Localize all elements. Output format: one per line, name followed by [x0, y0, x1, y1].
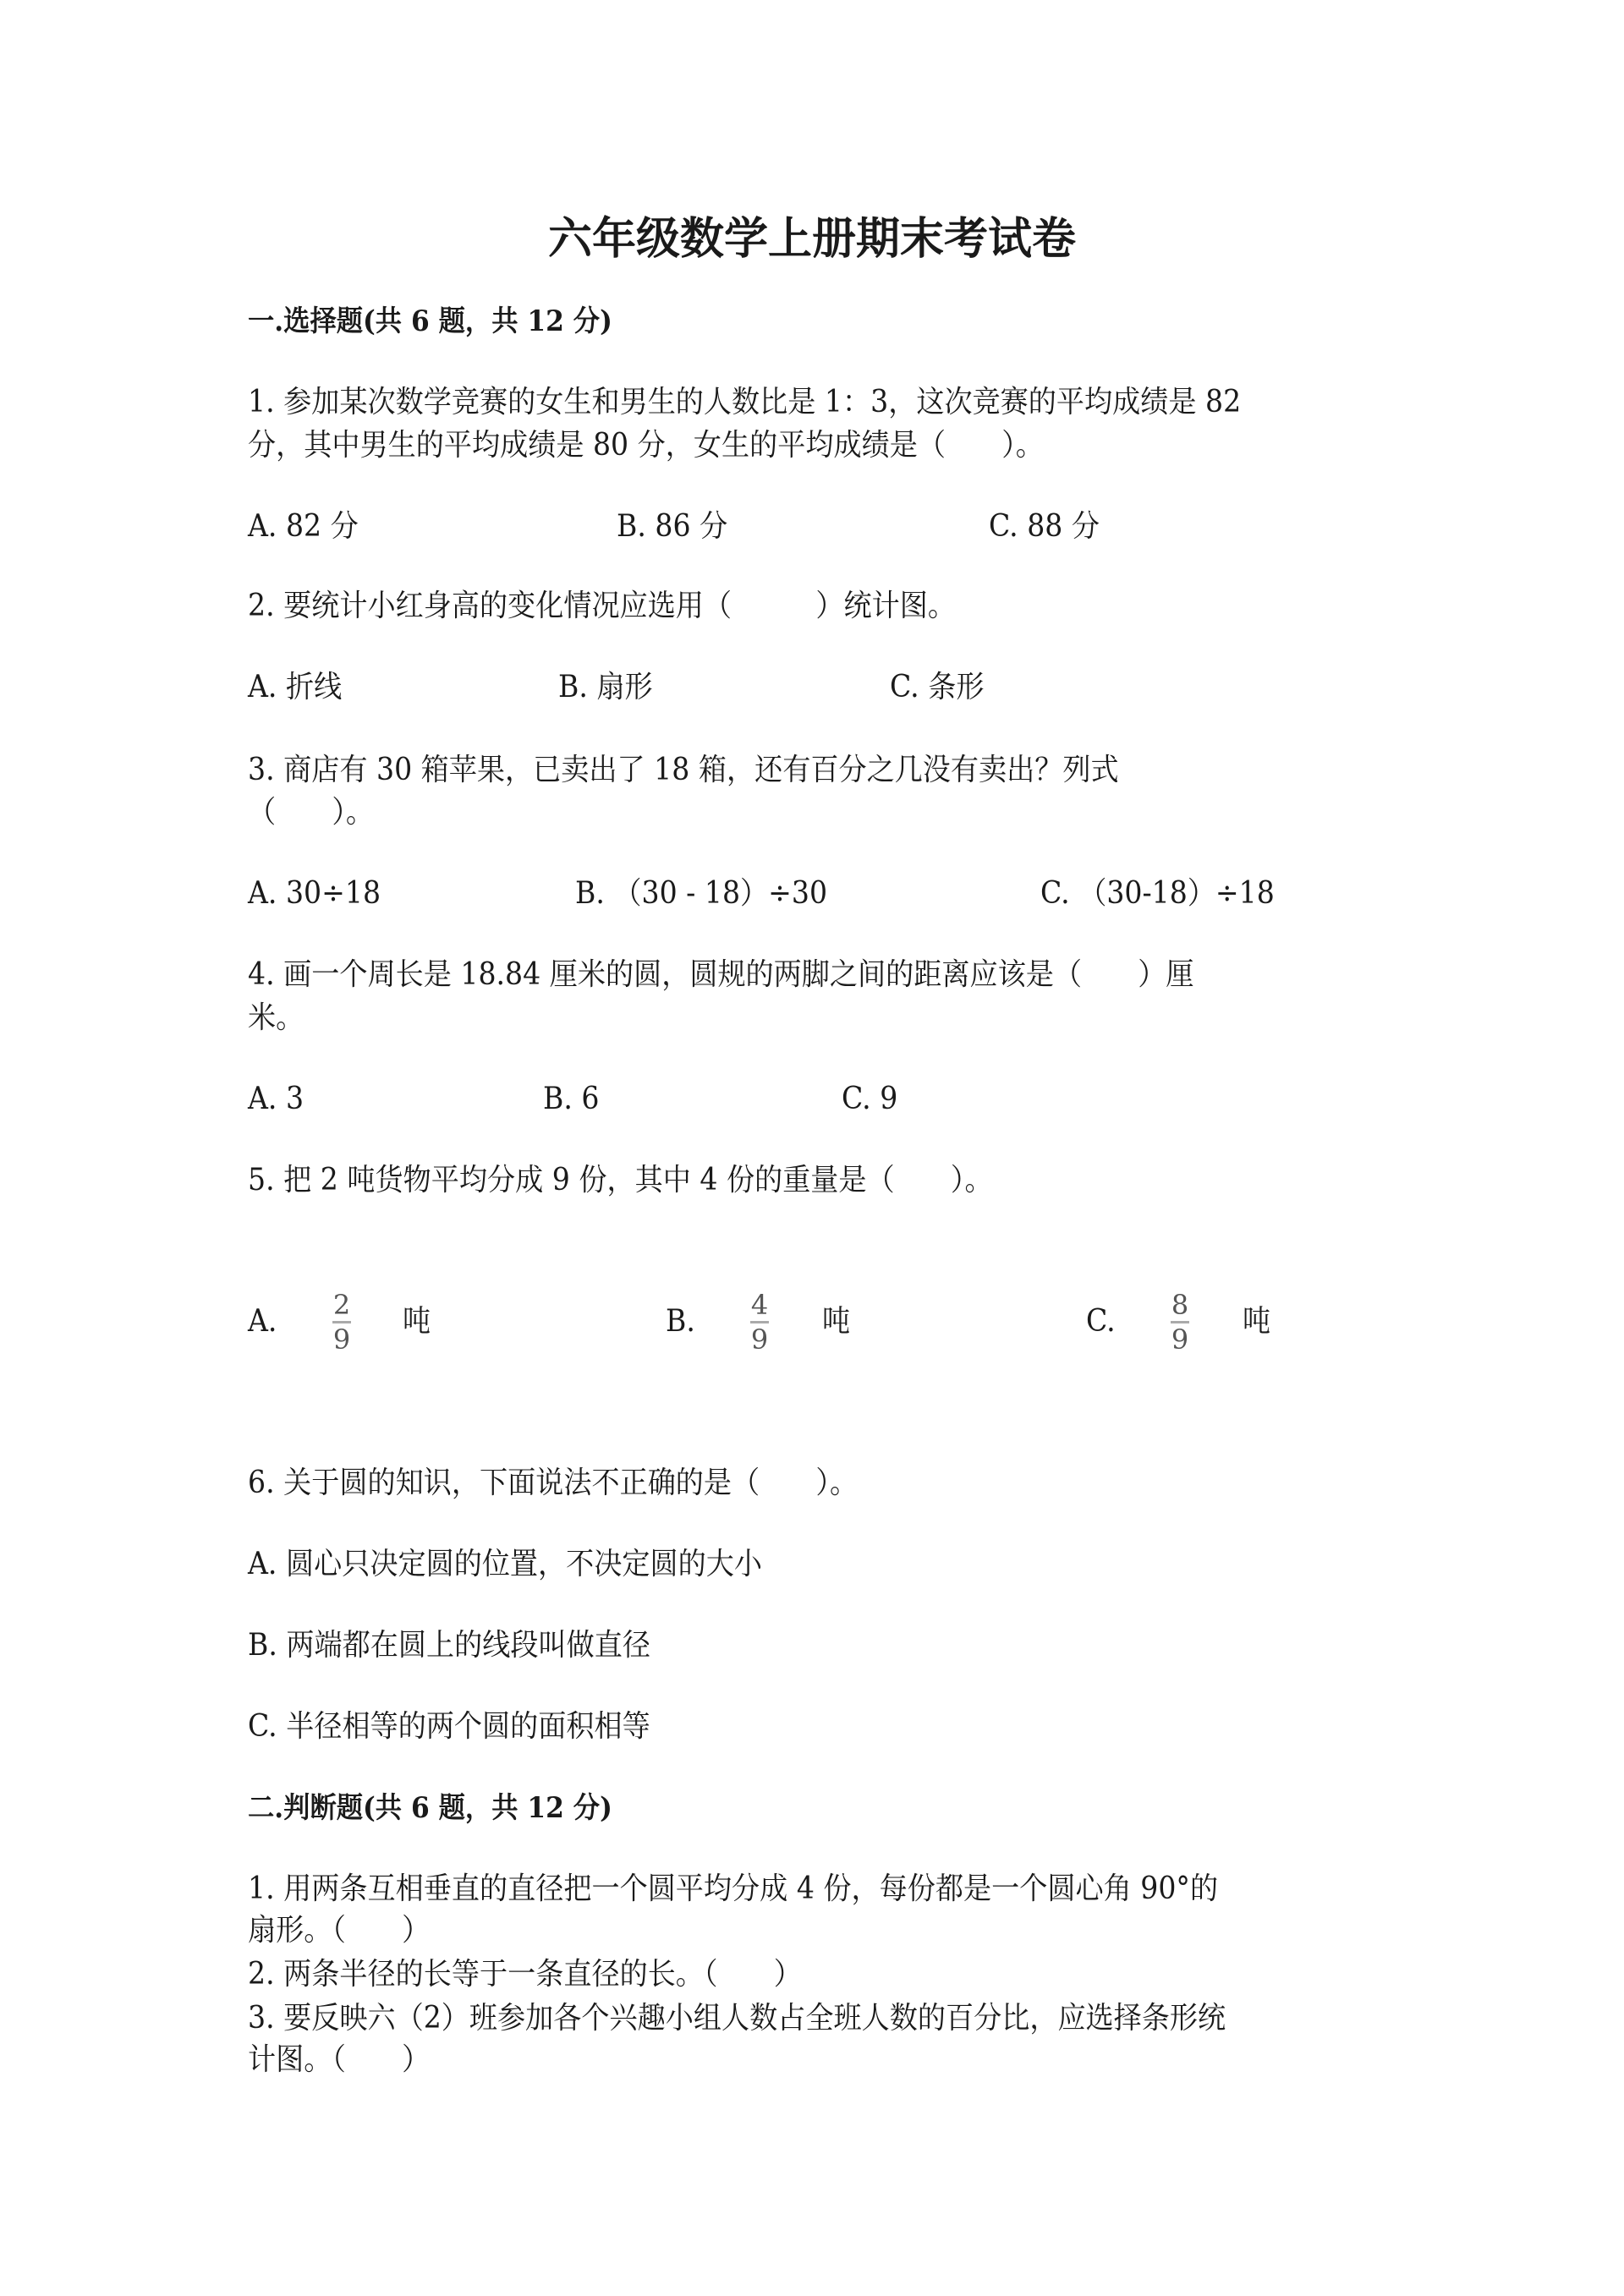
- option-a-label: A.: [248, 1304, 277, 1339]
- option-c: C. （30-18）÷18: [1040, 876, 1275, 911]
- option-b-label: B.: [666, 1304, 695, 1339]
- denominator: 9: [332, 1323, 351, 1356]
- denominator: 9: [750, 1323, 769, 1356]
- option-b: B. （30 - 18）÷30: [575, 876, 828, 911]
- option-a-unit: 吨: [403, 1304, 431, 1339]
- option-a: A. 圆心只决定圆的位置，不决定圆的大小: [248, 1547, 763, 1581]
- option-b-unit: 吨: [822, 1304, 851, 1339]
- question-4-text-cont: 米。: [248, 1000, 304, 1035]
- option-b: B. 86 分: [617, 509, 728, 544]
- question-1-text-cont: 分，其中男生的平均成绩是 80 分，女生的平均成绩是（ ）。: [248, 428, 1044, 463]
- section-heading-choice: 一.选择题(共 6 题，共 12 分): [248, 304, 612, 338]
- numerator: 8: [1171, 1289, 1189, 1321]
- question-2-text: 2. 要统计小红身高的变化情况应选用（ ）统计图。: [248, 589, 957, 623]
- denominator: 9: [1171, 1323, 1189, 1356]
- option-b: B. 扇形: [558, 670, 653, 704]
- option-b: B. 6: [543, 1082, 600, 1116]
- question-4-text: 4. 画一个周长是 18.84 厘米的圆，圆规的两脚之间的距离应该是（ ）厘: [248, 957, 1194, 992]
- judgement-2-text: 2. 两条半径的长等于一条直径的长。（ ）: [248, 1957, 802, 1992]
- option-a: A. 30÷18: [248, 876, 381, 911]
- option-a: A. 82 分: [248, 509, 359, 544]
- judgement-3-text-cont: 计图。（ ）: [248, 2042, 431, 2077]
- option-a: A. 3: [248, 1082, 304, 1116]
- numerator: 2: [332, 1289, 351, 1321]
- fraction-c: [1171, 1290, 1189, 1354]
- numerator: 4: [750, 1289, 769, 1321]
- option-c-label: C.: [1086, 1304, 1116, 1339]
- fraction-b: [750, 1290, 769, 1354]
- option-b: B. 两端都在圆上的线段叫做直径: [248, 1628, 650, 1663]
- question-5-text: 5. 把 2 吨货物平均分成 9 份，其中 4 份的重量是（ ）。: [248, 1163, 993, 1197]
- option-c: C. 条形: [890, 670, 985, 704]
- option-c-unit: 吨: [1243, 1304, 1271, 1339]
- judgement-1-text-cont: 扇形。（ ）: [248, 1913, 431, 1948]
- judgement-1-text: 1. 用两条互相垂直的直径把一个圆平均分成 4 份，每份都是一个圆心角 90°的: [248, 1871, 1219, 1906]
- question-1-text: 1. 参加某次数学竞赛的女生和男生的人数比是 1：3，这次竞赛的平均成绩是 82: [248, 385, 1242, 419]
- question-6-text: 6. 关于圆的知识，下面说法不正确的是（ ）。: [248, 1466, 859, 1500]
- question-3-text-cont: （ ）。: [248, 795, 375, 830]
- question-3-text: 3. 商店有 30 箱苹果，已卖出了 18 箱，还有百分之几没有卖出？列式: [248, 753, 1119, 787]
- option-c: C. 9: [842, 1082, 898, 1116]
- fraction-a: [332, 1290, 351, 1354]
- page-title: 六年级数学上册期末考试卷: [547, 213, 1076, 265]
- option-c: C. 88 分: [989, 509, 1100, 544]
- option-a: A. 折线: [248, 670, 343, 704]
- judgement-3-text: 3. 要反映六（2）班参加各个兴趣小组人数占全班人数的百分比，应选择条形统: [248, 2001, 1226, 2036]
- section-heading-judgement: 二.判断题(共 6 题，共 12 分): [248, 1791, 612, 1825]
- option-c: C. 半径相等的两个圆的面积相等: [248, 1709, 650, 1744]
